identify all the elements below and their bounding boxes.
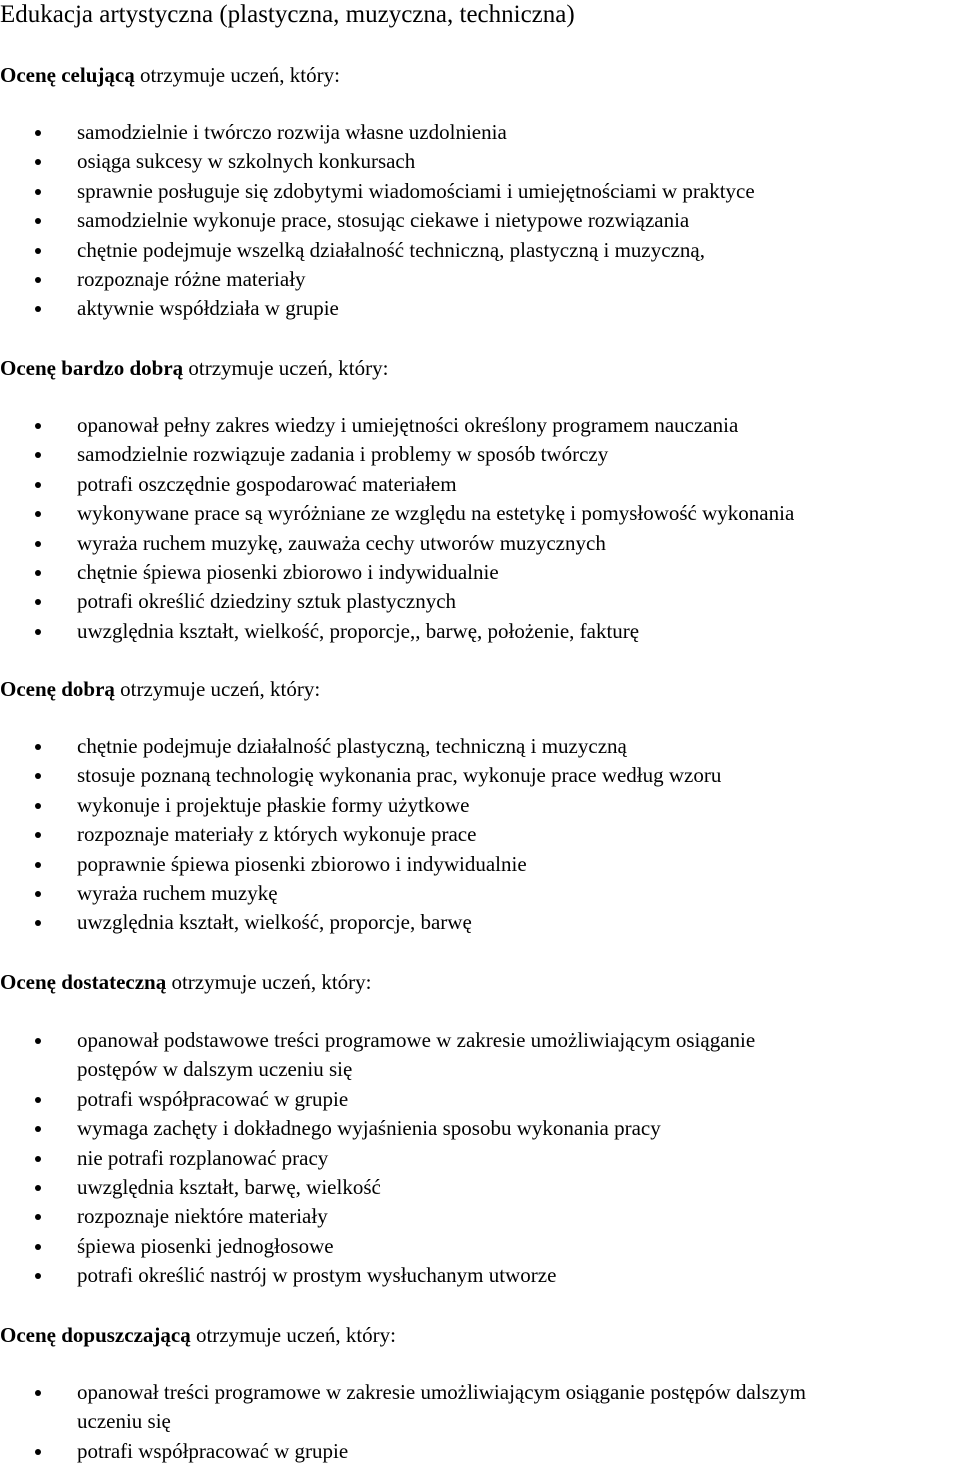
- bullet-icon: [35, 773, 41, 779]
- list-item: [77, 147, 957, 176]
- bullet-icon: [35, 599, 41, 605]
- bullet-icon: [35, 629, 41, 635]
- list-item-text: nie potrafi rozplanować pracy: [77, 1145, 329, 1170]
- list-item-text: uczeniu się: [77, 1409, 171, 1434]
- list-item: [77, 294, 957, 323]
- bullet-icon: [35, 248, 41, 254]
- bullet-icon: [35, 423, 41, 429]
- bullet-icon: [35, 1126, 41, 1132]
- bullet-icon: [35, 891, 41, 897]
- bullet-icon: [35, 1038, 41, 1044]
- list-item: [77, 177, 957, 206]
- list-item: [77, 879, 957, 908]
- list-item: [77, 587, 957, 616]
- list-item: [77, 499, 957, 528]
- list-item-text: potrafi określić nastrój w prostym wysłuchanym utworze: [77, 1263, 557, 1288]
- grade-name: Ocenę celującą: [0, 63, 135, 87]
- bullet-icon: [35, 511, 41, 517]
- bullet-icon: [35, 1390, 41, 1396]
- bullet-icon: [35, 1273, 41, 1279]
- list-item-text: uwzględnia kształt, wielkość, proporcje,, barwę, położenie, fakturę: [77, 618, 640, 643]
- list-item-text: uwzględnia kształt, wielkość, proporcje, barwę: [77, 910, 472, 935]
- list-item: [77, 761, 957, 790]
- bullet-icon: [35, 541, 41, 547]
- list-item-text: wymaga zachęty i dokładnego wyjaśnienia sposobu wykonania pracy: [77, 1116, 661, 1141]
- bullet-icon: [35, 306, 41, 312]
- list-item-text: uwzględnia kształt, barwę, wielkość: [77, 1175, 381, 1199]
- grade-name: Ocenę dobrą: [0, 677, 115, 701]
- bullet-icon: [35, 1185, 41, 1191]
- list-item-text: wykonywane prace są wyróżniane ze względu na estetykę i pomysłowość wykonania: [77, 501, 795, 526]
- list-item-text: opanował podstawowe treści programowe w zakresie umożliwiającym osiąganie: [77, 1028, 756, 1052]
- list-item: [77, 1114, 957, 1143]
- list-item-text: rozpoznaje materiały z których wykonuje prace: [77, 822, 477, 847]
- list-item-text: rozpoznaje różne materiały: [77, 267, 306, 291]
- heading-suffix: otrzymuje uczeń, który:: [134, 63, 340, 87]
- list-item-text: samodzielnie wykonuje prace, stosując ciekawe i nietypowe rozwiązania: [77, 208, 690, 233]
- list-item-text: wyraża ruchem muzykę: [77, 881, 278, 905]
- list-item: [77, 558, 957, 587]
- bullet-icon: [35, 218, 41, 224]
- list-item-text: chętnie śpiewa piosenki zbiorowo i indywidualnie: [77, 560, 499, 584]
- list-item: [77, 732, 957, 761]
- list-item: [77, 1085, 957, 1114]
- bullet-icon: [35, 277, 41, 283]
- list-item: [77, 1026, 957, 1085]
- list-item-text: sprawnie posługuje się zdobytymi wiadomościami i umiejętnościami w praktyce: [77, 178, 755, 203]
- list-item-text: opanował pełny zakres wiedzy i umiejętności określony programem nauczania: [77, 413, 739, 437]
- list-item-text: samodzielnie i twórczo rozwija własne uzdolnienia: [77, 120, 507, 144]
- list-item-text: wykonuje i projektuje płaskie formy użytkowe: [77, 792, 470, 817]
- bullet-icon: [35, 832, 41, 838]
- section-heading: [0, 62, 340, 88]
- list-item: [77, 265, 957, 294]
- list-item: [77, 1232, 957, 1261]
- list-item-text: opanował treści programowe w zakresie umożliwiającym osiąganie postępów dalszym: [77, 1380, 806, 1404]
- bullet-icon: [35, 452, 41, 458]
- list-item-text: aktywnie współdziała w grupie: [77, 296, 339, 321]
- list-item: [77, 236, 957, 265]
- document-title: Edukacja artystyczna (plastyczna, muzyczna, techniczna): [0, 1, 575, 28]
- list-item: [77, 206, 957, 235]
- bullet-icon: [35, 482, 41, 488]
- list-item-text: postępów w dalszym uczeniu się: [77, 1057, 353, 1082]
- list-item-text: osiąga sukcesy w szkolnych konkursach: [77, 149, 416, 174]
- section-heading: [0, 355, 388, 381]
- bullet-icon: [35, 803, 41, 809]
- bullet-icon: [35, 130, 41, 136]
- bullet-icon: [35, 159, 41, 165]
- section-heading: [0, 1322, 396, 1348]
- bullet-icon: [35, 744, 41, 750]
- list-item: [77, 529, 957, 558]
- bullet-icon: [35, 920, 41, 926]
- list-item-text: potrafi współpracować w grupie: [77, 1438, 349, 1463]
- heading-suffix: otrzymuje uczeń, który:: [166, 970, 372, 994]
- bullet-icon: [35, 1214, 41, 1220]
- heading-suffix: otrzymuje uczeń, który:: [190, 1323, 396, 1347]
- bullet-icon: [35, 189, 41, 195]
- list-item: [77, 1144, 957, 1173]
- list-item-text: poprawnie śpiewa piosenki zbiorowo i indywidualnie: [77, 851, 527, 876]
- list-item: [77, 1378, 957, 1437]
- list-item: [77, 850, 957, 879]
- list-item-text: stosuje poznaną technologię wykonania prac, wykonuje prace według wzoru: [77, 763, 722, 788]
- list-item-text: wyraża ruchem muzykę, zauważa cechy utworów muzycznych: [77, 530, 606, 555]
- list-item-text: chętnie podejmuje wszelką działalność techniczną, plastyczną i muzyczną,: [77, 237, 705, 262]
- list-item: [77, 1202, 957, 1231]
- list-item-text: samodzielnie rozwiązuje zadania i problemy w sposób twórczy: [77, 442, 609, 467]
- bullet-icon: [35, 1097, 41, 1103]
- heading-suffix: otrzymuje uczeń, który:: [114, 677, 321, 701]
- list-item-text: potrafi określić dziedziny sztuk plastycznych: [77, 589, 457, 614]
- bullet-icon: [35, 1156, 41, 1162]
- list-item-text: potrafi oszczędnie gospodarować materiałem: [77, 471, 457, 496]
- bullet-icon: [35, 1244, 41, 1250]
- list-item: [77, 470, 957, 499]
- list-item: [77, 1437, 957, 1466]
- list-item: [77, 617, 957, 646]
- bullet-icon: [35, 1449, 41, 1455]
- grade-name: Ocenę dostateczną: [0, 970, 167, 994]
- heading-suffix: otrzymuje uczeń, który:: [183, 356, 389, 380]
- list-item-text: potrafi współpracować w grupie: [77, 1086, 349, 1111]
- list-item: [77, 820, 957, 849]
- list-item-text: rozpoznaje niektóre materiały: [77, 1204, 328, 1229]
- list-item-text: chętnie podejmuje działalność plastyczną, techniczną i muzyczną: [77, 734, 627, 758]
- list-item: [77, 1173, 957, 1202]
- section-heading: [0, 969, 371, 995]
- list-item: [77, 908, 957, 937]
- list-item: [77, 118, 957, 147]
- bullet-icon: [35, 570, 41, 576]
- bullet-icon: [35, 862, 41, 868]
- list-item: [77, 411, 957, 440]
- grade-name: Ocenę bardzo dobrą: [0, 356, 184, 380]
- section-heading: [0, 676, 320, 702]
- list-item: [77, 1261, 957, 1290]
- list-item-text: śpiewa piosenki jednogłosowe: [77, 1233, 334, 1258]
- grade-name: Ocenę dopuszczającą: [0, 1323, 191, 1347]
- list-item: [77, 791, 957, 820]
- list-item: [77, 440, 957, 469]
